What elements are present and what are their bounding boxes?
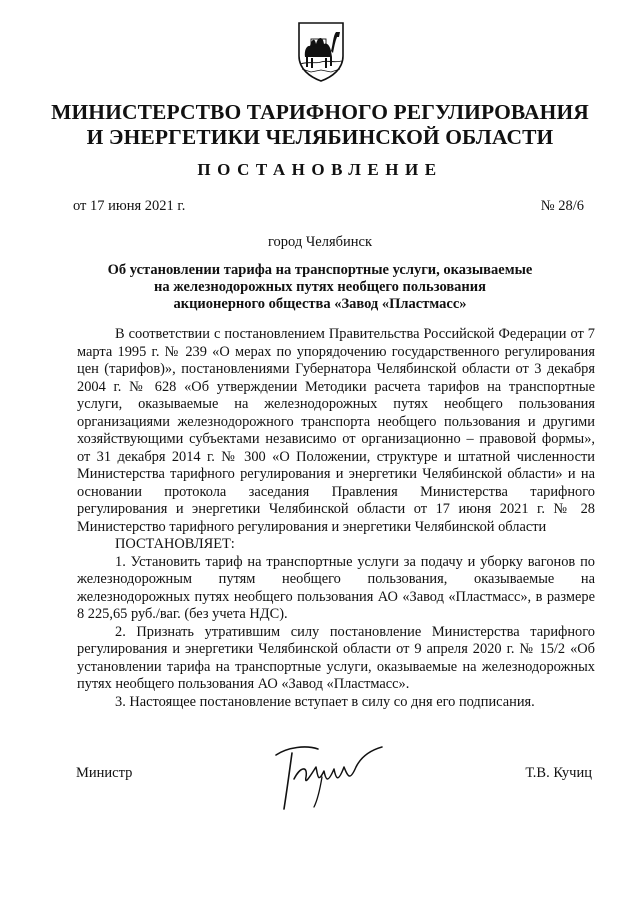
document-type: ПОСТАНОВЛЕНИЕ — [197, 160, 443, 179]
coat-of-arms-icon — [296, 20, 346, 82]
title-line2: на железнодорожных путях необщего пользования — [154, 278, 486, 295]
document-number: № 28/6 — [540, 198, 584, 214]
resolution-item-1: 1. Установить тариф на транспортные услуги за подачу и уборку вагонов по железнодорожным путям необщего пользования, оказываемые на железнодорожных путях необщего пользования АО «Завод «Пластмасс», в размере 8 225,65 руб./ваг. (без учета НДС). — [77, 553, 595, 622]
document-city: город Челябинск — [267, 234, 373, 250]
ministry-name-line1: МИНИСТЕРСТВО ТАРИФНОГО РЕГУЛИРОВАНИЯ — [51, 100, 589, 124]
signer-name: Т.В. Кучиц — [525, 765, 592, 781]
signature-icon — [262, 737, 392, 817]
title-line1: Об установлении тарифа на транспортные услуги, оказываемые — [107, 262, 533, 278]
preamble-paragraph: В соответствии с постановлением Правительства Российской Федерации от 7 марта 1995 г. № 239 «О мерах по упорядочению государственного регулирования цен (тарифов)», постановлениями Губернатора Челябинской области от 3 декабря 2004 г. № 628 «Об утверждении Методики расчета тарифов на транспортные услуги, оказываемые на железнодорожных путях необщего пользования организациями железнодорожного транспорта необщего пользования и другими хозяйствующими субъектами независимо от организационно – правовой формы», от 31 декабря 2014 г. № 300 «О Положении, структуре и штатной численности Министерства тарифного регулирования и энергетики Челябинской области» и на основании протокола заседания Правления Министерства тарифного регулирования и энергетики Челябинской области от 17 июня 2021 г. № 28 Министерство тарифного регулирования и энергетики Челябинской области — [77, 326, 595, 535]
resolution-item-3: 3. Настоящее постановление вступает в силу со дня его подписания. — [115, 693, 535, 710]
resolution-item-2: 2. Признать утратившим силу постановление Министерства тарифного регулирования и энергетики Челябинской области от 9 апреля 2020 г. № 15/2 «Об установлении тарифа на транспортные услуги, оказываемые на железнодорожных путях необщего пользования АО «Завод «Пластмасс». — [77, 623, 595, 692]
document-body — [77, 326, 595, 711]
document-title — [60, 262, 580, 312]
resolves-heading: ПОСТАНОВЛЯЕТ: — [115, 536, 235, 552]
signer-role: Министр — [76, 765, 133, 781]
title-line3: акционерного общества «Завод «Пластмасс» — [173, 295, 467, 312]
ministry-name-line2: И ЭНЕРГЕТИКИ ЧЕЛЯБИНСКОЙ ОБЛАСТИ — [86, 125, 554, 149]
document-date: от 17 июня 2021 г. — [73, 198, 186, 214]
